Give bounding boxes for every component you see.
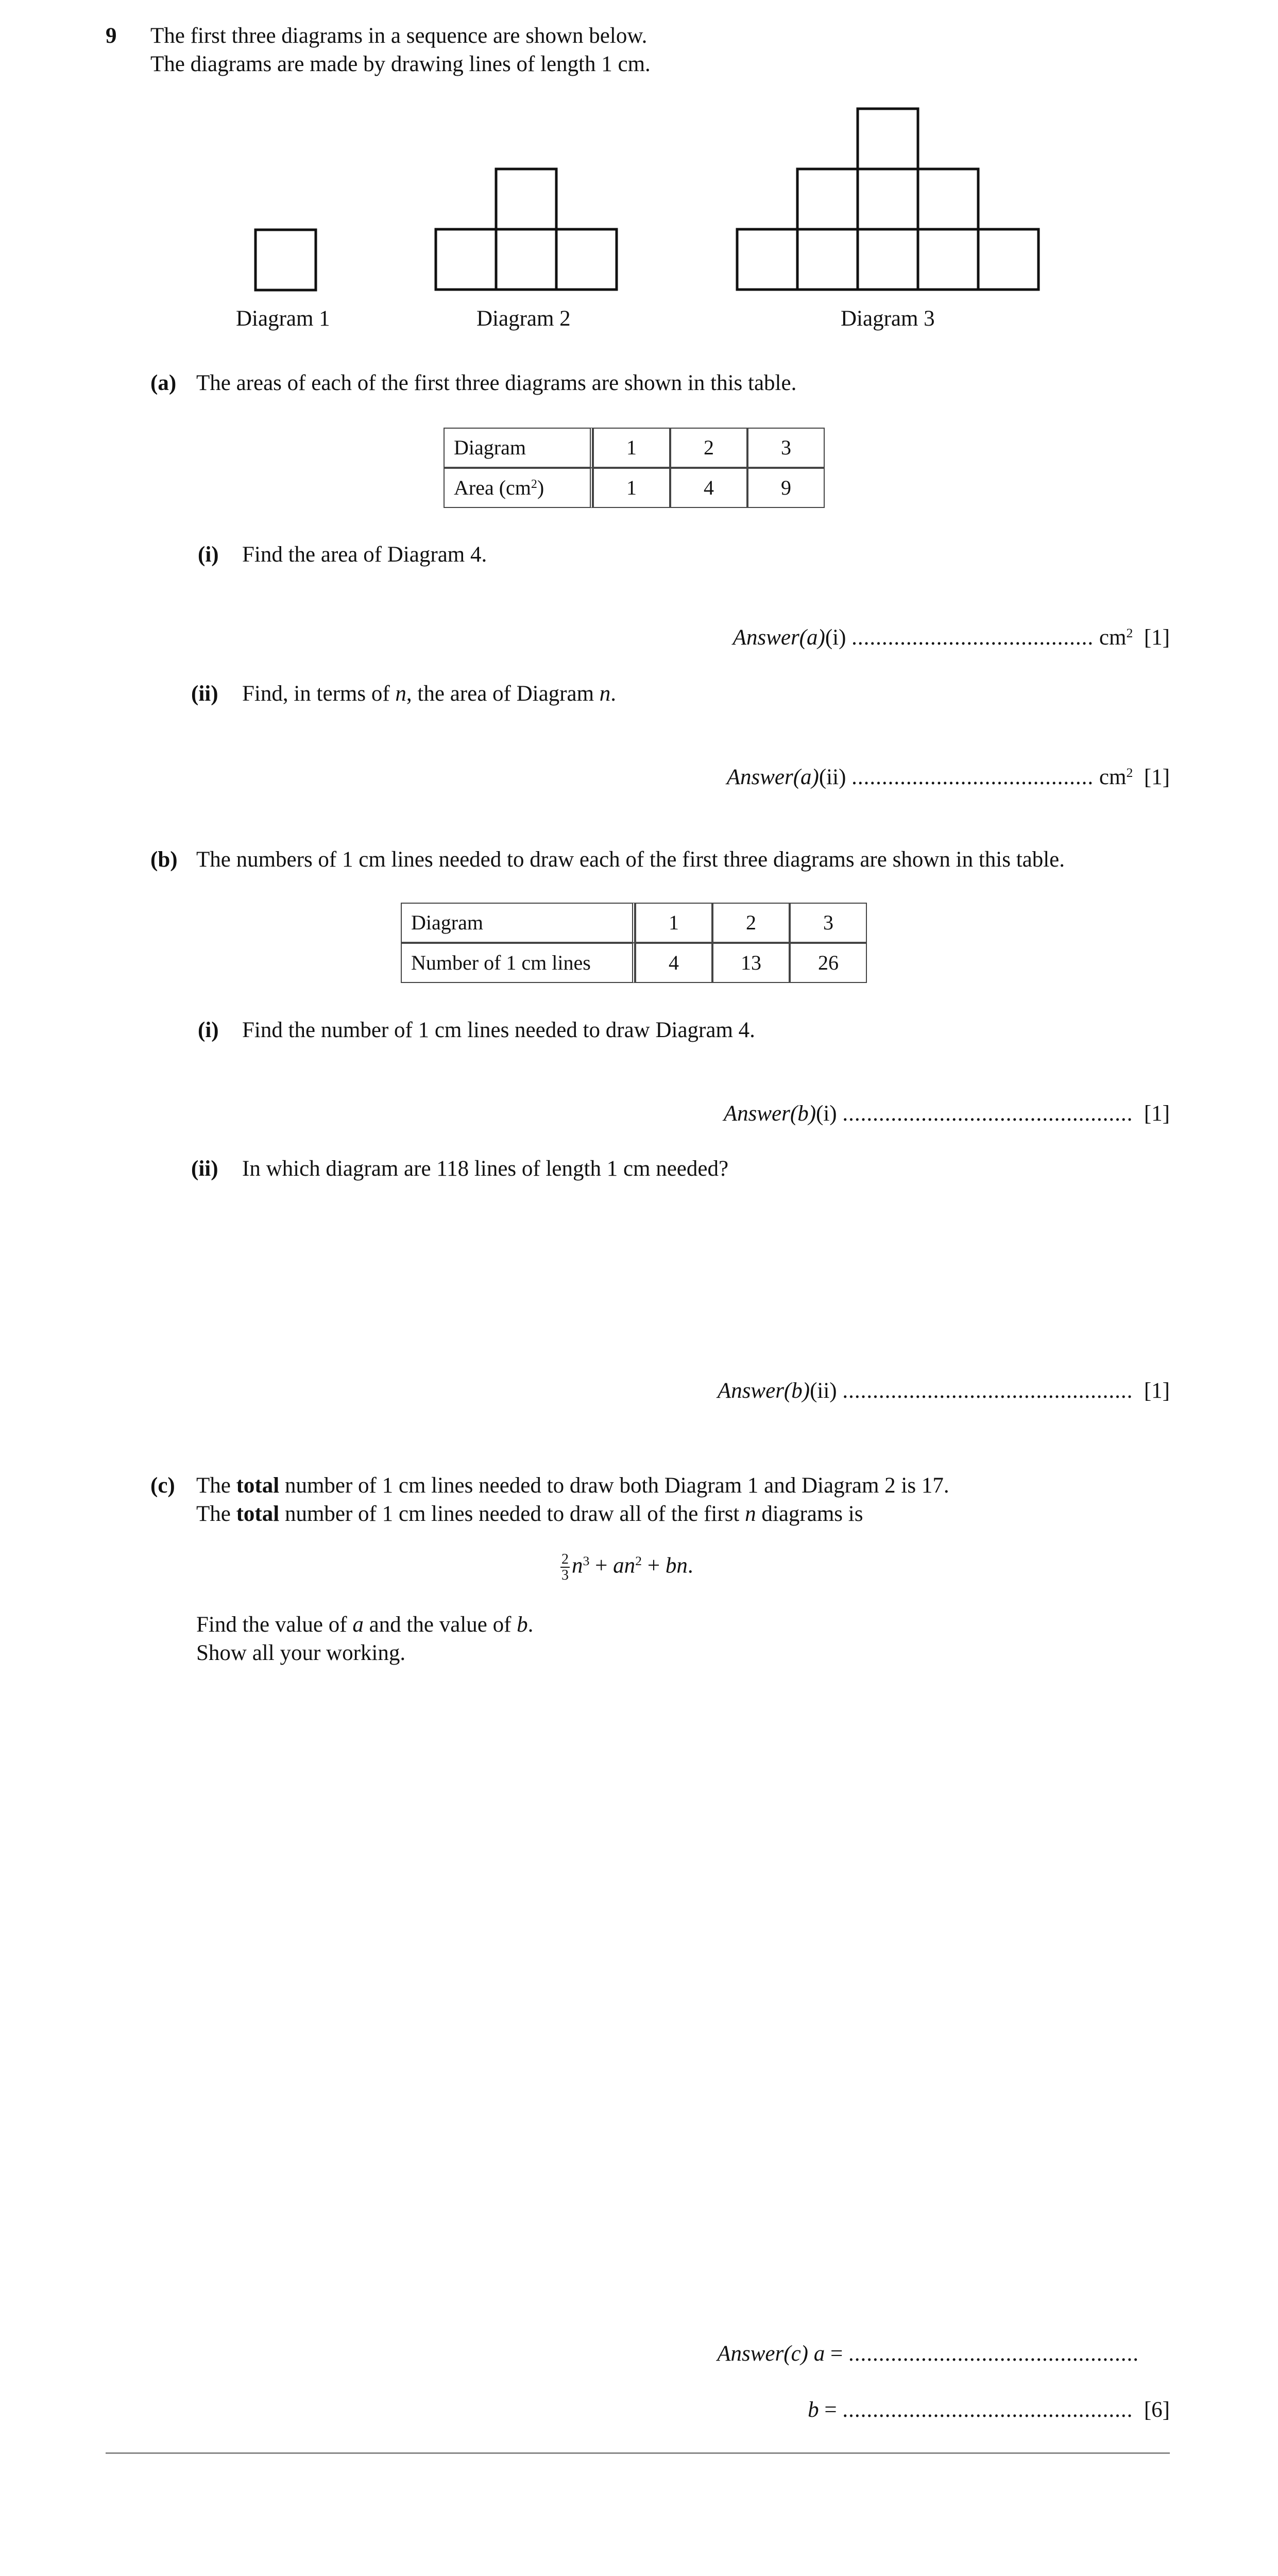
answer-c-a-eq: = (825, 2342, 848, 2366)
lines-table-cell: 2 (712, 903, 790, 943)
lines-table (401, 903, 867, 983)
diagram-3-label: Diagram 3 (841, 307, 935, 331)
answer-b-i-line[interactable] (724, 1103, 1170, 1125)
part-c-line2-n: n (745, 1502, 756, 1526)
diagram-2-square-right (556, 229, 617, 290)
part-b-ii-label: (ii) (191, 1157, 218, 1181)
part-a-ii-text (242, 683, 616, 705)
diagram-3-square-r2-c2 (797, 169, 858, 229)
diagram-3-square-r3-c2 (797, 229, 858, 290)
part-a-ii-n2: n (599, 682, 611, 706)
part-c-find-a: Find the value of (196, 1613, 353, 1637)
area-table-row-area (444, 468, 825, 508)
answer-a-ii-sub: (ii) (819, 765, 846, 789)
question-intro-line2: The diagrams are made by drawing lines of length 1 cm. (150, 52, 651, 76)
diagram-3-square-r3-c4 (918, 229, 978, 290)
part-c-line1-bold: total (236, 1473, 280, 1498)
diagram-2-square-middle (496, 229, 556, 290)
answer-c-marks: [6] (1144, 2398, 1170, 2422)
part-c-formula (560, 1552, 693, 1583)
area-table-cell: 1 (593, 428, 670, 468)
formula-denominator: 3 (561, 1567, 569, 1584)
answer-c-a-line[interactable] (717, 2343, 1139, 2365)
formula-numerator: 2 (561, 1551, 569, 1567)
diagram-3-square-r2-c3 (858, 169, 918, 229)
diagram-2-label: Diagram 2 (476, 307, 571, 331)
answer-a-i-unit-sup: 2 (1126, 625, 1133, 640)
part-c-find-b-var: b (517, 1613, 528, 1637)
part-b-ii-text: In which diagram are 118 lines of length 1 cm needed? (242, 1157, 729, 1181)
part-c-line2-b: number of 1 cm lines needed to draw all of the first (279, 1502, 745, 1526)
answer-c-b-line[interactable] (808, 2399, 1170, 2421)
diagram-1-square (255, 230, 316, 290)
diagram-3-square-r3-c3 (858, 229, 918, 290)
area-table-cell: 4 (670, 468, 747, 508)
answer-a-ii-marks: [1] (1144, 765, 1170, 789)
area-table-cell: 9 (747, 468, 825, 508)
diagram-3-figure (734, 106, 1046, 296)
area-table-header-diagram: Diagram (444, 428, 593, 468)
formula-sup3: 3 (583, 1553, 590, 1569)
formula-bn: bn (665, 1553, 688, 1578)
answer-c-b-var: b (808, 2398, 819, 2422)
area-header-sup: 2 (531, 477, 537, 491)
part-a-ii-n1: n (395, 682, 406, 706)
answer-b-i-sub: (i) (816, 1101, 837, 1126)
area-table-cell: 1 (593, 468, 670, 508)
formula-sup2: 2 (635, 1553, 642, 1569)
part-b-i-text: Find the number of 1 cm lines needed to draw Diagram 4. (242, 1018, 755, 1042)
diagram-3-square-r3-c1 (737, 229, 797, 290)
part-c-label: (c) (150, 1473, 175, 1498)
lines-table-cell: 1 (635, 903, 712, 943)
area-table-cell: 3 (747, 428, 825, 468)
part-a-i-label: (i) (198, 543, 219, 567)
part-c-line2-a: The (196, 1502, 236, 1526)
answer-a-ii-unit: cm (1099, 765, 1127, 789)
part-c-find (196, 1614, 533, 1636)
area-table-row-diagram (444, 428, 825, 468)
answer-c-a-var: a (813, 2342, 825, 2366)
part-a-ii-text-2: , the area of Diagram (406, 682, 600, 706)
formula-plus2: + (642, 1553, 666, 1578)
lines-table-cell: 26 (790, 943, 867, 983)
lines-table-cell: 3 (790, 903, 867, 943)
answer-c-a-field[interactable]: ................................................ (848, 2342, 1139, 2366)
lines-table-row-diagram (401, 903, 867, 943)
diagram-1-figure (252, 227, 319, 294)
lines-table-header-count: Number of 1 cm lines (401, 943, 635, 983)
formula-n: n (572, 1553, 583, 1578)
question-intro-line1: The first three diagrams in a sequence are shown below. (150, 24, 647, 48)
part-c-show: Show all your working. (196, 1641, 406, 1665)
answer-b-i-field[interactable]: ................................................ (842, 1101, 1133, 1126)
answer-b-ii-line[interactable] (718, 1380, 1170, 1402)
formula-an: an (613, 1553, 636, 1578)
formula-end: . (687, 1553, 693, 1578)
answer-a-ii-line[interactable] (727, 766, 1170, 788)
answer-b-ii-sub: (ii) (810, 1379, 837, 1403)
area-table-cell: 2 (670, 428, 747, 468)
answer-b-ii-prefix: Answer(b) (717, 1379, 810, 1403)
answer-c-prefix: Answer(c) (717, 2342, 814, 2366)
formula-plus1: + (589, 1553, 614, 1578)
area-header-prefix: Area (cm (454, 476, 531, 499)
answer-a-i-marks: [1] (1144, 625, 1170, 650)
lines-table-header-diagram: Diagram (401, 903, 635, 943)
answer-a-ii-prefix: Answer(a) (726, 765, 819, 789)
answer-b-i-prefix: Answer(b) (723, 1101, 816, 1126)
part-c-line1-b: number of 1 cm lines needed to draw both Diagram 1 and Diagram 2 is 17. (279, 1473, 949, 1498)
diagram-2-square-left (436, 229, 496, 290)
diagram-1-label: Diagram 1 (236, 307, 330, 331)
formula-fraction (560, 1552, 570, 1583)
answer-a-i-unit: cm (1099, 625, 1127, 650)
part-a-ii-text-1: Find, in terms of (242, 682, 396, 706)
diagram-3-square-r2-c4 (918, 169, 978, 229)
area-table (444, 428, 825, 508)
diagram-2-square-top (496, 169, 556, 229)
answer-a-i-line[interactable] (733, 626, 1170, 649)
part-c-line2-c: diagrams is (756, 1502, 863, 1526)
area-header-suffix: ) (537, 476, 544, 499)
part-c-line1 (196, 1475, 949, 1497)
part-c-line2-bold: total (236, 1502, 280, 1526)
part-b-i-label: (i) (198, 1018, 219, 1042)
question-number: 9 (106, 24, 117, 48)
part-c-line1-a: The (196, 1473, 236, 1498)
diagram-2-figure (433, 166, 623, 295)
part-c-line2 (196, 1503, 863, 1525)
part-c-find-a-var: a (352, 1613, 364, 1637)
answer-a-ii-field[interactable]: ........................................ (851, 765, 1094, 789)
lines-table-cell: 13 (712, 943, 790, 983)
answer-a-i-field[interactable]: ........................................ (851, 625, 1094, 650)
part-b-text: The numbers of 1 cm lines needed to draw each of the first three diagrams are shown in this table. (196, 848, 1065, 872)
answer-a-i-sub: (i) (825, 625, 846, 650)
lines-table-row-count (401, 943, 867, 983)
answer-c-b-field[interactable]: ................................................ (842, 2398, 1133, 2422)
answer-a-ii-unit-sup: 2 (1126, 765, 1133, 780)
diagram-3-square-r3-c5 (978, 229, 1038, 290)
answer-a-i-prefix: Answer(a) (732, 625, 825, 650)
part-a-ii-label: (ii) (191, 682, 218, 706)
answer-b-i-marks: [1] (1144, 1101, 1170, 1126)
part-a-label: (a) (150, 371, 177, 395)
part-a-i-text: Find the area of Diagram 4. (242, 543, 487, 567)
answer-b-ii-marks: [1] (1144, 1379, 1170, 1403)
lines-table-cell: 4 (635, 943, 712, 983)
answer-b-ii-field[interactable]: ................................................ (842, 1379, 1133, 1403)
area-table-header-area (444, 468, 593, 508)
diagram-3-square-r1-c3 (858, 109, 918, 169)
part-b-label: (b) (150, 848, 178, 872)
answer-c-b-eq: = (819, 2398, 843, 2422)
part-c-find-b: and the value of (363, 1613, 517, 1637)
part-a-ii-text-3: . (610, 682, 617, 706)
section-divider (106, 2452, 1170, 2454)
part-c-find-end: . (527, 1613, 534, 1637)
part-a-text: The areas of each of the first three diagrams are shown in this table. (196, 371, 797, 395)
